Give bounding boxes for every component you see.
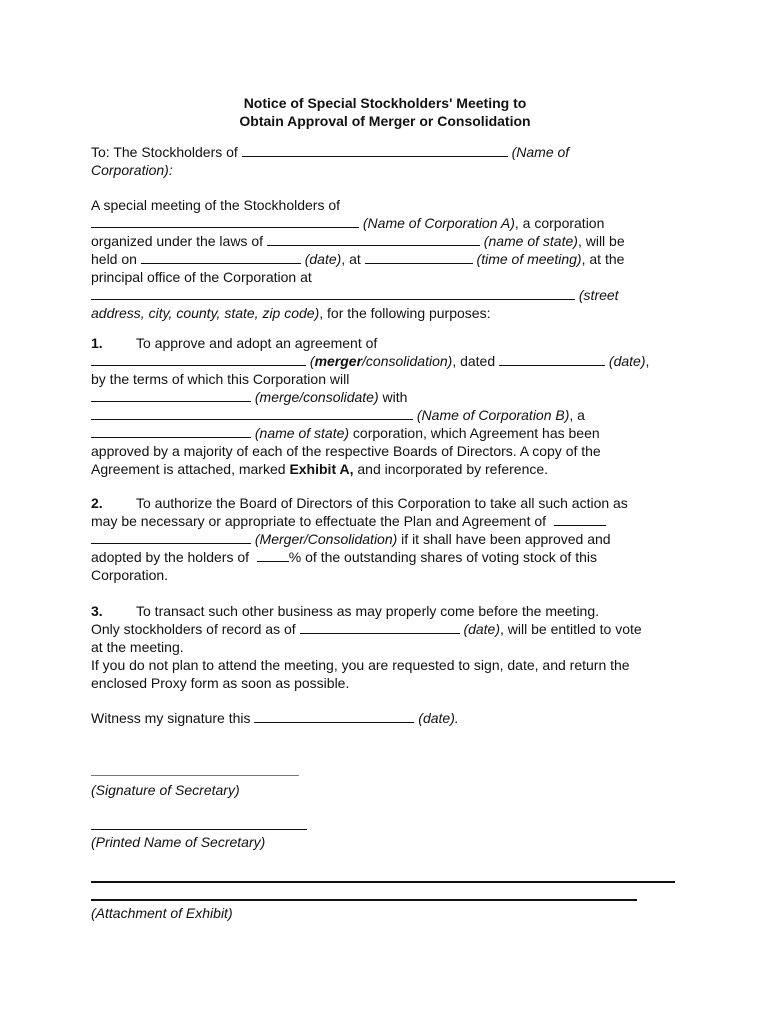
addressee-block: [91, 143, 691, 179]
corporation-name-hint: (Name of: [511, 144, 570, 160]
intro-line: principal office of the Corporation at: [91, 269, 312, 285]
address-hint-cont: address, city, county, state, zip code): [91, 305, 320, 321]
item-text: adopted by the holders of: [91, 549, 250, 565]
purpose-item-1: [91, 334, 691, 478]
item-text: Corporation.: [91, 567, 169, 583]
address-blank[interactable]: [91, 286, 575, 300]
corporation-name-blank[interactable]: [242, 143, 508, 157]
intro-text: , will be: [577, 233, 625, 249]
item-text: corporation, which Agreement has been: [349, 425, 600, 441]
secretary-signature-line[interactable]: [91, 775, 299, 776]
merger-hint-bold: merger: [314, 353, 363, 369]
date-hint: (date).: [418, 710, 459, 726]
secretary-name-line[interactable]: [91, 829, 307, 830]
address-hint: (street: [578, 287, 619, 303]
corporation-b-hint: (Name of Corporation B): [416, 407, 570, 423]
item-text: with: [378, 389, 408, 405]
item-text: enclosed Proxy form as soon as possible.: [91, 675, 350, 691]
agreement-date-blank[interactable]: [499, 352, 605, 366]
exhibit-label: Exhibit A,: [289, 461, 354, 477]
intro-line: A special meeting of the Stockholders of: [91, 197, 341, 213]
state-hint: (name of state): [254, 425, 350, 441]
item-text: , a: [569, 407, 585, 423]
item-text: To authorize the Board of Directors of this Corporation to take all such action as: [136, 495, 628, 511]
state-b-blank[interactable]: [91, 424, 251, 438]
item-text: if it shall have been approved and: [397, 531, 611, 547]
purpose-item-3: [91, 602, 691, 692]
item-text: ,: [645, 353, 650, 369]
item-text: and incorporated by reference.: [353, 461, 549, 477]
date-hint: (date): [304, 251, 342, 267]
percentage-blank[interactable]: [257, 548, 289, 562]
agreement-type-blank[interactable]: [91, 352, 306, 366]
intro-text: , at the: [581, 251, 625, 267]
hint-paren: (: [309, 353, 315, 369]
item-number: 1.: [91, 335, 103, 351]
intro-text: , a corporation: [514, 215, 605, 231]
document-title-line-2: Obtain Approval of Merger or Consolidation: [239, 113, 531, 129]
corporation-a-blank[interactable]: [91, 214, 359, 228]
item-text: at the meeting.: [91, 639, 184, 655]
item-text: If you do not plan to attend the meeting, you are requested to sign, date, and return the: [91, 657, 630, 673]
witness-date-blank[interactable]: [254, 709, 414, 723]
record-date-blank[interactable]: [300, 620, 460, 634]
time-hint: (time of meeting): [476, 251, 582, 267]
state-blank[interactable]: [267, 232, 480, 246]
item-text: To transact such other business as may properly come before the meeting.: [136, 603, 600, 619]
secretary-signature-caption: (Signature of Secretary): [91, 782, 240, 798]
plan-type-blank[interactable]: [554, 512, 606, 526]
witness-text: Witness my signature this: [91, 710, 251, 726]
item-text: by the terms of which this Corporation will: [91, 371, 350, 387]
item-text: Only stockholders of record as of: [91, 621, 296, 637]
exhibit-caption: (Attachment of Exhibit): [91, 905, 233, 921]
item-text: , will be entitled to vote: [500, 621, 642, 637]
item-number: 2.: [91, 495, 103, 511]
consolidation-hint: /consolidation): [362, 353, 453, 369]
date-hint: (date): [608, 353, 646, 369]
exhibit-line-2[interactable]: [91, 899, 637, 901]
meeting-date-blank[interactable]: [141, 250, 301, 264]
merger-consolidation-hint: (Merger/Consolidation): [254, 531, 398, 547]
merger-consolidation-blank[interactable]: [91, 530, 251, 544]
meeting-time-blank[interactable]: [365, 250, 473, 264]
intro-text: held on: [91, 251, 137, 267]
intro-text: , at: [341, 251, 361, 267]
intro-text: , for the following purposes:: [319, 305, 491, 321]
corporation-b-blank[interactable]: [91, 406, 413, 420]
secretary-name-caption: (Printed Name of Secretary): [91, 834, 266, 850]
intro-text: organized under the laws of: [91, 233, 263, 249]
merge-consolidate-hint: (merge/consolidate): [254, 389, 379, 405]
intro-paragraph: [91, 196, 691, 322]
item-text: % of the outstanding shares of voting stock of this: [288, 549, 597, 565]
item-text: , dated: [452, 353, 496, 369]
purpose-item-2: [91, 494, 691, 584]
date-hint: (date): [463, 621, 501, 637]
merge-consolidate-blank[interactable]: [91, 388, 251, 402]
document-title-line-1: Notice of Special Stockholders' Meeting to: [243, 95, 527, 111]
exhibit-line-1[interactable]: [91, 881, 675, 883]
addressee-prefix: To: The Stockholders of: [91, 144, 238, 160]
witness-line: [91, 709, 691, 727]
item-number: 3.: [91, 603, 103, 619]
item-text: Agreement is attached, marked: [91, 461, 290, 477]
item-text: may be necessary or appropriate to effectuate the Plan and Agreement of: [91, 513, 547, 529]
item-text: To approve and adopt an agreement of: [136, 335, 378, 351]
corporation-a-hint: (Name of Corporation A): [362, 215, 515, 231]
corporation-name-hint-cont: Corporation):: [91, 162, 173, 178]
item-text: approved by a majority of each of the respective Boards of Directors. A copy of the: [91, 443, 601, 459]
state-hint: (name of state): [483, 233, 578, 249]
